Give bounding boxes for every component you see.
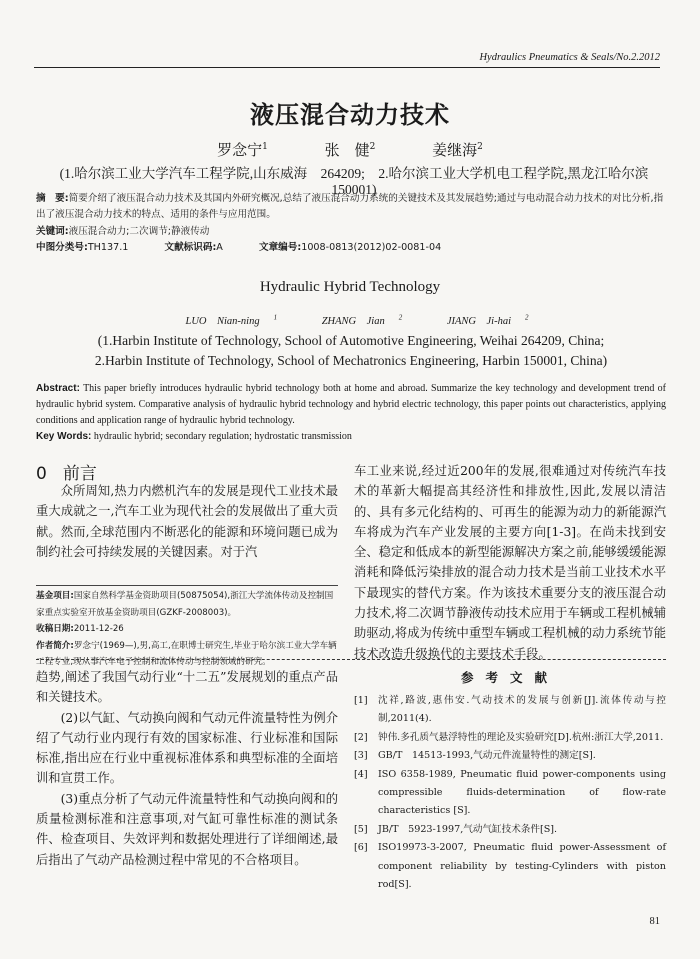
reference-item: [5] JB/T 5923-1997,气动气缸技术条件[S]. [354,823,558,835]
section-number: 0 [36,464,47,484]
running-header [0,52,700,66]
page-number: 81 [649,916,660,927]
fund-note: 基金项目:国家自然科学基金资助项目(50875054),浙江大学流体传动及控制国家重点实验室开放基金资助项目(GZKF-2008003)。 [36,591,334,618]
paragraph: 众所周知,热力内燃机汽车的发展是现代工业技术最重大成就之一,汽车工业为现代社会的发展做出了重大贡献。然而,全球范围内不断恶化的能源和环境问题已成为制约社会可持续发展的关键因素。对于汽 [36,484,338,559]
section-title: 前言 [62,464,97,484]
reference-item: [6] ISO19973-3-2007, Pneumatic fluid power-Assessment of component reliability by testing-Cylinders with piston rod[S]. [354,842,666,891]
english-affiliation-1: (1.Harbin Institute of Technology, School of Automotive Engineering, Weihai 264209, China; [97,333,605,348]
english-author-1: LUO Nian-ning $^1$ [185,313,278,327]
reference-list [354,692,666,894]
english-author-3: JIANG Ji-hai $^2$ [446,313,529,327]
classification-line: 中图分类号:TH137.1 文献标识码:A 文章编号:1008-0813(2012)02-0081-04 [36,242,442,253]
abstract-cn: 摘 要:简要介绍了液压混合动力技术及其国内外研究概况,总结了液压混合动力系统的关键技术及其发展趋势;通过与电动混合动力技术的对比分析,指出了液压混合动力技术的特点、适用的条件与应用范围。 [36,193,664,220]
author-list [0,139,700,160]
footnotes [36,585,338,671]
english-affiliation-2: 2.Harbin Institute of Technology, School of Mechatronics Engineering, Harbin 150001, China) [94,353,608,368]
reference-item: [4] ISO 6358-1989, Pneumatic fluid power-components using compressible fluids-determination of flow-rate characteristics [S]. [354,768,666,817]
english-abstract [36,381,666,445]
body-left-bottom [36,667,338,870]
english-author-2: ZHANG Jian $^2$ [321,313,403,327]
journal-name: Hydraulics Pneumatics & Seals/No.2.2012 [479,52,660,63]
english-author-list [0,313,700,328]
paragraph: 趋势,阐述了我国气动行业“十二五”发展规划的重点产品和关键技术。 [36,670,338,705]
paper-title: 液压混合动力技术 [250,101,450,129]
author-1: 罗念宁$^1$ [217,141,268,159]
english-title: Hydraulic Hybrid Technology [259,279,441,295]
reference-item: [1] 沈祥,路波,惠伟安.气动技术的发展与创新[J].流体传动与控制,2011(4). [354,695,666,725]
body-left-top [36,481,338,562]
references-heading: 参考文献 [460,670,559,685]
received-date: 收稿日期:2011-12-26 [36,624,124,634]
keywords-en-block: Key Words: hydraulic hybrid; secondary regulation; hydrostatic transmission [36,431,352,442]
reference-item: [3] GB/T 14513-1993,气动元件流量特性的测定[S]. [354,750,596,762]
body-right-top [354,461,666,664]
keywords-cn: 关键词:液压混合动力;二次调节;静液传动 [36,226,210,237]
reference-item: [2] 钟伟.多孔质气悬浮特性的理论及实验研究[D].杭州:浙江大学,2011. [354,731,664,743]
abstract-en-block: Abstract: This paper briefly introduces hydraulic hybrid technology both at home and abroad. Summarize the key technology and development trend of hydraulic hybrid system. Comparative analysis of hydraulic hybrid technology and hybrid electric technology, this paper points out characteristics, applying conditions and application range of hydraulic hybrid technology. [36,383,666,426]
author-2: 张 健$^2$ [324,141,376,159]
paragraph: (3)重点分析了气动元件流量特性和气动换向阀和的质量检测标准和注意事项,对气缸可靠性标准的测试条件、检查项目、失效评判和数据处理进行了详细阐述,最后指出了气动产品检测过程中常见的不合格项目。 [36,791,338,867]
author-3: 姜继海$^2$ [432,141,483,159]
header-rule [34,67,660,68]
author-bio: 作者简介:罗念宁(1969—),男,高工,在职博士研究生,毕业于哈尔滨工业大学车辆工程专业,现从事汽车电子控制和流体传动与控制领域的研究。 [36,640,337,667]
article-divider [36,659,666,660]
paragraph: (2)以气缸、气动换向阀和气动元件流量特性为例介绍了气动行业内现行有效的国家标准、行业标准和国际标准,指出应在行业中重视标准体系和典型标准的全面培训和宣贯工作。 [36,710,338,786]
paragraph: 车工业来说,经过近200年的发展,很难通过对传统汽车技术的革新大幅提高其经济性和排放性,因此,发展以清洁的、具有多元化结构的、可再生的能源为动力的新能源汽车将成为汽车产业发展的主要方向[1-3]。在尚未找到安全、稳定和低成本的新型能源解决方案之前,能够缓缓能源消耗和降低污染排放的混合动力技术是当前工业技术水平下最现实的替代方案。作为该技术重要分支的液压混合动力技术,将二次调节静液传动技术应用于车辆或工程机械辅助驱动,将成为传统中重型车辆或工程机械的动力系统节能技术改造升级换代的主要技术手段。 [354,464,666,661]
affiliations-cn: (1.哈尔滨工业大学汽车工程学院,山东威海 264209; 2.哈尔滨工业大学机电工程学院,黑龙江哈尔滨 150001) [59,166,662,197]
